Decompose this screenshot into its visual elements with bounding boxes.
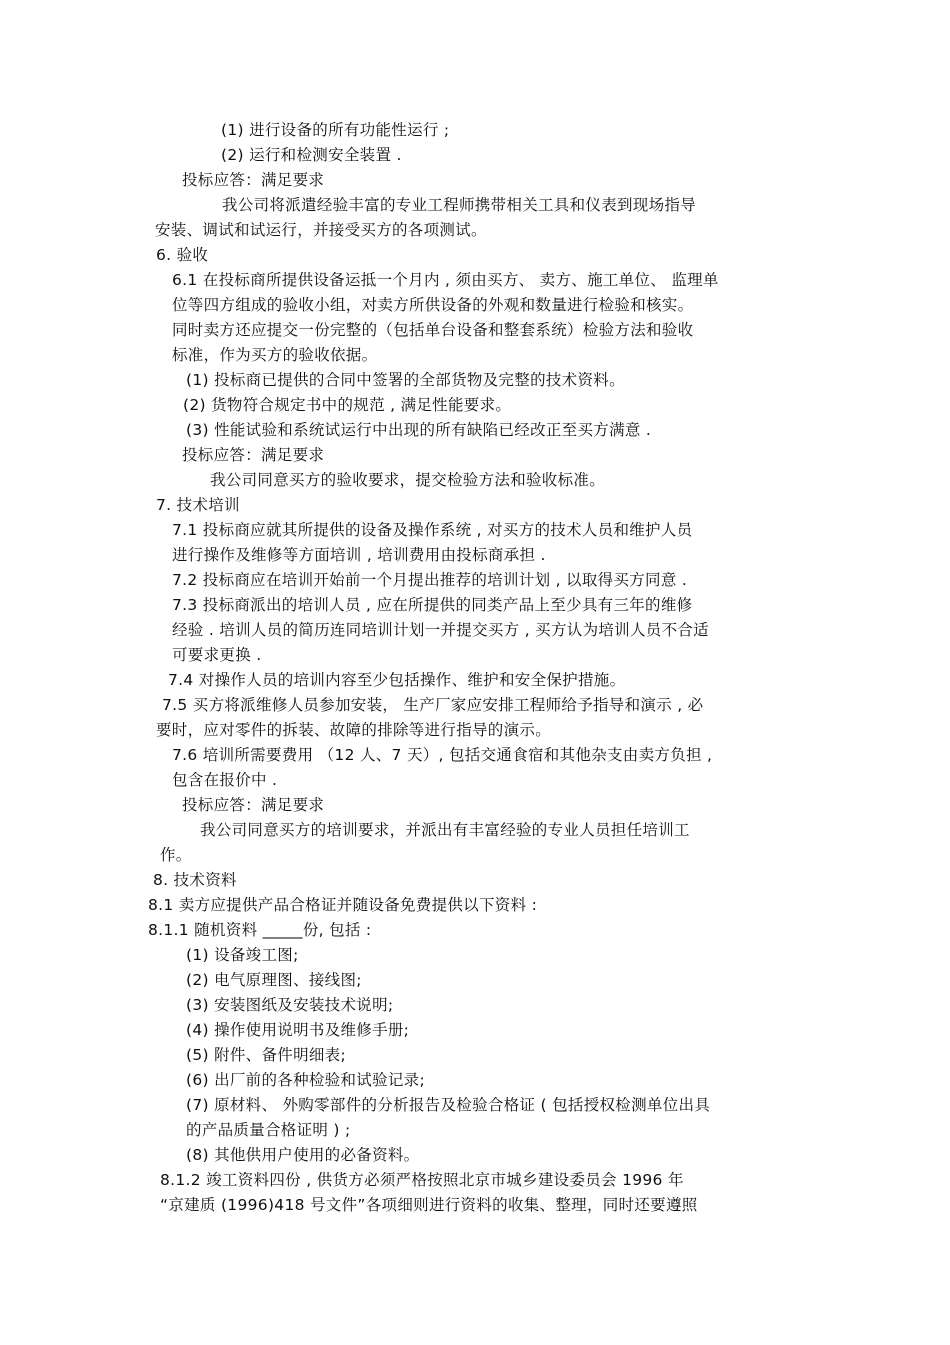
text-line: 7.3 投标商派出的培训人员 , 应在所提供的同类产品上至少具有三年的维修 (172, 596, 693, 614)
list-item: (4) 操作使用说明书及维修手册; (186, 1021, 410, 1039)
text-line: 7.6 培训所需要费用 （12 人、7 天）, 包括交通食宿和其他杂支由卖方负担 , (172, 746, 713, 764)
text-line: 经验 . 培训人员的简历连同培训计划一并提交买方 , 买方认为培训人员不合适 (172, 621, 709, 639)
text-line: (1) 投标商已提供的合同中签署的全部货物及完整的技术资料。 (186, 371, 625, 389)
text-line: 8.1.2 竣工资料四份 , 供货方必须严格按照北京市城乡建设委员会 1996 年 (160, 1171, 684, 1189)
text-line: 进行操作及维修等方面培训 , 培训费用由投标商承担 . (172, 546, 546, 564)
text-line: 标准，作为买方的验收依据。 (172, 346, 378, 364)
text-line: 8.1.1 随机资料 _____份, 包括 : (148, 921, 372, 939)
text-line: 包含在报价中 . (172, 771, 278, 789)
list-item: (6) 出厂前的各种检验和试验记录; (186, 1071, 426, 1089)
section-heading: 6. 验收 (156, 246, 209, 264)
list-item: (5) 附件、备件明细表; (186, 1046, 347, 1064)
list-item: 的产品质量合格证明 ) ; (186, 1121, 351, 1139)
text-line: (2) 货物符合规定书中的规范 , 满足性能要求。 (183, 396, 512, 414)
text-line: (3) 性能试验和系统试运行中出现的所有缺陷已经改正至买方满意 . (186, 421, 652, 439)
text-line: “京建质 (1996)418 号文件”各项细则进行资料的收集、整理，同时还要遵照 (160, 1196, 698, 1214)
list-item: (1) 设备竣工图; (186, 946, 299, 964)
text-line: 7.4 对操作人员的培训内容至少包括操作、维护和安全保护措施。 (168, 671, 626, 689)
text-line: 7.2 投标商应在培训开始前一个月提出推荐的培训计划 , 以取得买方同意 . (172, 571, 688, 589)
text-line: 7.5 买方将派维修人员参加安装， 生产厂家应安排工程师给予指导和演示 , 必 (162, 696, 704, 714)
text-line: (2) 运行和检测安全装置 . (221, 146, 402, 164)
list-item: (3) 安装图纸及安装技术说明; (186, 996, 394, 1014)
text-line: 安装、调试和试运行，并接受买方的各项测试。 (155, 221, 487, 239)
text-line: (1) 进行设备的所有功能性运行 ; (221, 121, 450, 139)
text-line: 作。 (160, 846, 192, 864)
text-line: 6.1 在投标商所提供设备运抵一个月内 , 须由买方、 卖方、施工单位、 监理单 (172, 271, 719, 289)
list-item: (7) 原材料、 外购零部件的分析报告及检验合格证 ( 包括授权检测单位出具 (186, 1096, 711, 1114)
text-line: 7.1 投标商应就其所提供的设备及操作系统 , 对买方的技术人员和维护人员 (172, 521, 693, 539)
section-heading: 8. 技术资料 (153, 871, 237, 889)
text-line: 投标应答：满足要求 (182, 796, 325, 814)
text-line: 我公司将派遣经验丰富的专业工程师携带相关工具和仪表到现场指导 (222, 196, 697, 214)
text-line: 投标应答：满足要求 (182, 171, 325, 189)
text-line: 同时卖方还应提交一份完整的（包括单台设备和整套系统）检验方法和验收 (172, 321, 694, 339)
section-heading: 7. 技术培训 (156, 496, 240, 514)
text-line: 要时，应对零件的拆装、故障的排除等进行指导的演示。 (156, 721, 552, 739)
text-line: 可要求更换 . (172, 646, 262, 664)
text-line: 8.1 卖方应提供产品合格证并随设备免费提供以下资料 : (148, 896, 538, 914)
text-line: 我公司同意买方的验收要求，提交检验方法和验收标准。 (210, 471, 606, 489)
text-line: 位等四方组成的验收小组，对卖方所供设备的外观和数量进行检验和核实。 (172, 296, 694, 314)
list-item: (2) 电气原理图、接线图; (186, 971, 362, 989)
list-item: (8) 其他供用户使用的必备资料。 (186, 1146, 420, 1164)
text-line: 投标应答：满足要求 (182, 446, 325, 464)
text-line: 我公司同意买方的培训要求，并派出有丰富经验的专业人员担任培训工 (200, 821, 690, 839)
